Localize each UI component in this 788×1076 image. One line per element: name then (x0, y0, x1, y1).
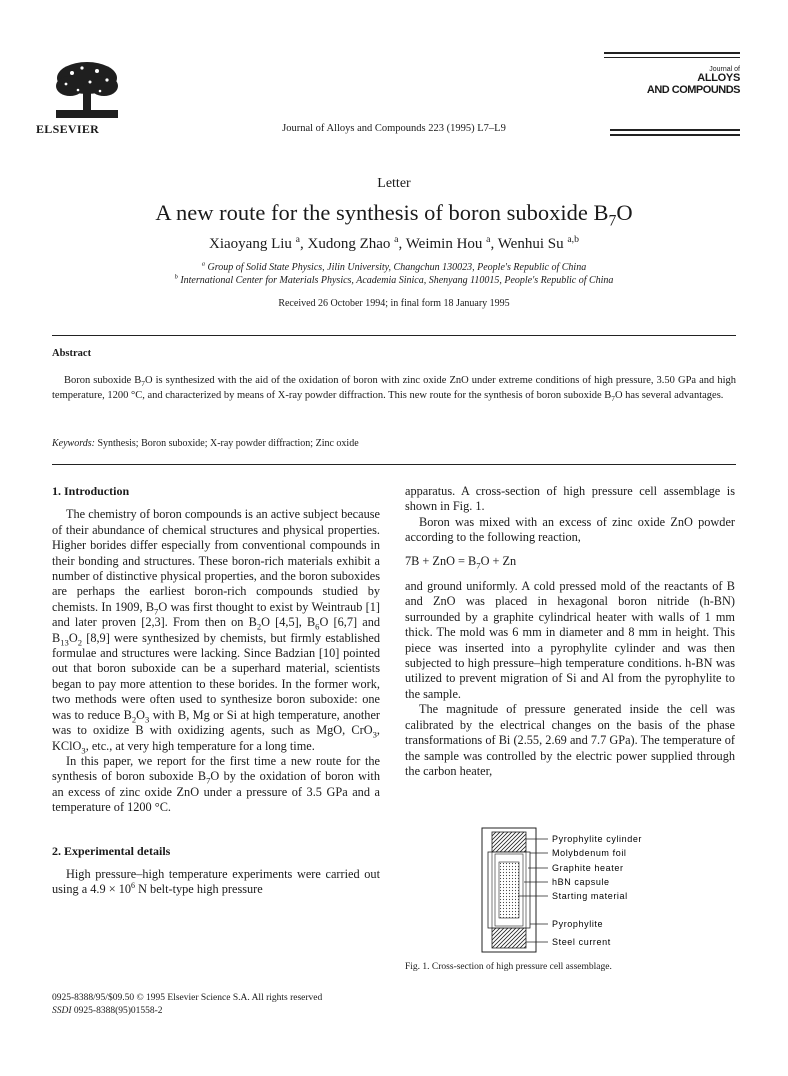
abstract-text: Boron suboxide $B_7O$ is synthesized with the aid of the oxidation of boron with zinc oxide ZnO under extreme conditions of high pressure, 3.50 GPa and high temperature, 1200 °C, and characterized by means of X-ray powder diffraction. This new route for the synthesis of boron suboxide $B_7O$ has several advantages. (52, 375, 736, 403)
intro-paragraph-1: The chemistry of boron compounds is an active subject because of their abundance of chemical structures and physical properties. Higher borides differ especially from conventional compounds in their bonding and structures. These boron-rich materials exhibit a number of distinctive physical properties, and the boron suboxides are perhaps the earliest boron-rich compounds studied by chemists. In 1909, $B_7O$ was first thought to exist by Weintraub [1] and later proven [2,3]. From then on $B_2O$ [4,5], $B_6O$ [6,7] and $B_{13}O_2$ [8,9] were synthesized by chemists, but firmly established formulae and structures were lacking. Since Badzian [10] pointed out that boron suboxide can be a superhard material, scientists began to pay more attention to these borides. In the former work, two methods were often used to synthesize boron suboxide: one was to reduce $B_2O_3$ with B, Mg or Si at high temperature, another was to oxidize B with oxidizing agents, such as MgO, CrO$_3$, KClO$_3$, etc., at very high temperature for a long time. (52, 507, 380, 755)
exp-paragraph-4: The magnitude of pressure generated inside the cell was calibrated by the electrical changes on the basis of the phase transformations of Bi (2.55, 2.69 and 7.7 GPa). The temperature of the sample was controlled by the electric power supplied through the carbon heater, (405, 702, 735, 778)
section-heading-experimental: 2. Experimental details (52, 843, 171, 858)
article-title: A new route for the synthesis of boron suboxide $B_7O$ (155, 200, 633, 230)
figure-label: Graphite heater (552, 863, 624, 873)
right-column (405, 484, 735, 779)
author: Wenhui Su (497, 236, 564, 252)
abstract-heading: Abstract (52, 348, 92, 359)
ssdi-line: SSDI 0925-8388(95)01558-2 (52, 1006, 163, 1016)
figure-caption: Fig. 1. Cross-section of high pressure cell assemblage. (405, 962, 612, 972)
article-type: Letter (377, 176, 411, 191)
brand-rule (604, 52, 740, 54)
figure-label: Molybdenum foil (552, 848, 627, 858)
affiliation-a: $^a$ Group of Solid State Physics, Jilin University, Changchun 130023, People's Republic of China (201, 260, 587, 273)
journal-citation: Journal of Alloys and Compounds 223 (1995) L7–L9 (282, 123, 506, 134)
author: Weimin Hou (405, 236, 483, 252)
divider (52, 335, 736, 336)
exp-paragraph-1-cont: apparatus. A cross-section of high pressure cell assemblage is shown in Fig. 1. (405, 484, 735, 514)
publisher-name: ELSEVIER (36, 122, 100, 136)
intro-paragraph-2: In this paper, we report for the first time a new route for the synthesis of boron suboxide $B_7O$ by the oxidation of boron with an excess of zinc oxide ZnO under a pressure of 3.5 GPa and a temperature of 1200 °C. (52, 753, 380, 815)
elsevier-tree-logo (52, 58, 122, 120)
brand-line-3: AND COMPOUNDS (646, 83, 740, 96)
exp-paragraph-1: High pressure–high temperature experiments were carried out using a $4.9 \times 10^6$ N belt-type high pressure (52, 866, 380, 897)
affiliation-b: $^b$ International Center for Materials Physics, Academia Sinica, Shenyang 110015, People's Republic of China (174, 273, 614, 286)
top-steel-block (492, 832, 526, 852)
figure-label: Starting material (552, 891, 628, 901)
exp-paragraph-2: Boron was mixed with an excess of zinc oxide ZnO powder according to the following reaction, (405, 514, 735, 545)
figure-label: Steel current (552, 937, 611, 947)
figure-label: hBN capsule (552, 877, 610, 887)
brand-line-1: Journal of (709, 66, 740, 73)
copyright-line: 0925-8388/95/$09.50 © 1995 Elsevier Science S.A. All rights reserved (52, 993, 323, 1003)
cell-assemblage-figure (478, 826, 718, 956)
author: Xudong Zhao (307, 236, 391, 252)
brand-line-2: ALLOYS (697, 72, 740, 85)
figure-label: Pyrophylite (552, 919, 604, 929)
left-column (52, 484, 380, 898)
reaction-equation: 7B + ZnO = $B_7O + Zn$ (405, 553, 517, 571)
divider (52, 464, 736, 465)
journal-brand (604, 52, 740, 96)
author: Xiaoyang Liu (209, 236, 292, 252)
bottom-steel-block (492, 928, 526, 948)
brand-bottom-rules (610, 129, 740, 139)
sample-region (499, 862, 519, 918)
brand-rule (604, 57, 740, 58)
exp-paragraph-3: and ground uniformly. A cold pressed mold of the reactants of B and ZnO was placed in hexagonal boron nitride (h-BN) surrounded by a graphite cylindrical heater with walls of 1 mm thick. The mold was 6 mm in diameter and 8 mm in height. This piece was inserted into a pyrophylite cylinder and was then subjected to high pressure–high temperature conditions. h-BN was utilized to prevent migration of Si and Al from the pyrophylite to the sample. (405, 579, 735, 701)
figure-label: Pyrophylite cylinder (552, 834, 643, 844)
keywords: Keywords: Synthesis; Boron suboxide; X-ray powder diffraction; Zinc oxide (52, 438, 359, 449)
received-dates: Received 26 October 1994; in final form 18 January 1995 (278, 298, 510, 309)
author-list: Xiaoyang Liu $^a$, Xudong Zhao $^a$, Weimin Hou $^a$, Wenhui Su $^{a,b}$ (209, 234, 579, 252)
section-heading-introduction: 1. Introduction (52, 484, 130, 498)
